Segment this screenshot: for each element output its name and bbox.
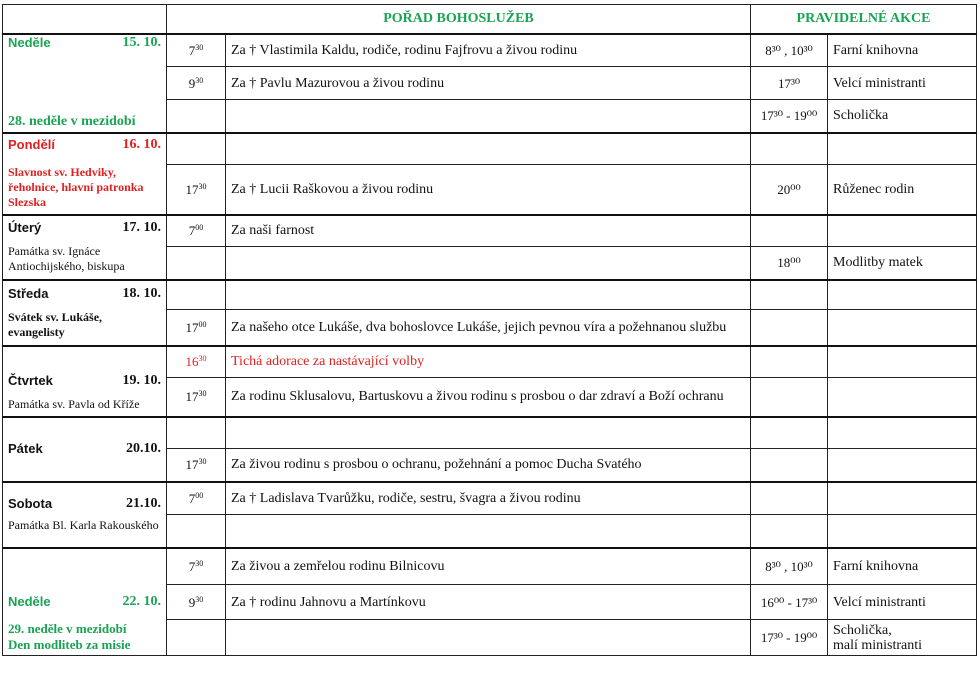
liturgical-title: 28. neděle v mezidobí bbox=[8, 113, 136, 129]
liturgical-title: Památka sv. Pavla od Kříže bbox=[8, 396, 140, 411]
event-name: Velcí ministranti bbox=[828, 585, 977, 620]
event-time-empty bbox=[751, 378, 828, 417]
day-date: 16. 10. bbox=[122, 137, 161, 152]
mass-intention-empty bbox=[226, 620, 751, 656]
mass-time: $9^{30}$ bbox=[167, 67, 226, 100]
mass-time: $17^{30}$ bbox=[167, 165, 226, 215]
event-time-empty bbox=[751, 215, 828, 247]
mass-time: $7^{30}$ bbox=[167, 548, 226, 585]
mass-intention: Za živou rodinu s prosbou o ochranu, požehnání a pomoc Ducha Svatého bbox=[226, 449, 751, 482]
event-time: 17³⁰ bbox=[751, 67, 828, 100]
event-time: 20⁰⁰ bbox=[751, 165, 828, 215]
day-name: Sobota bbox=[8, 496, 53, 511]
event-name-empty bbox=[828, 515, 977, 548]
day-name: Neděle bbox=[8, 34, 51, 50]
event-time: 16⁰⁰ - 17³⁰ bbox=[751, 585, 828, 620]
event-name-empty bbox=[828, 215, 977, 247]
event-time: 17³⁰ - 19⁰⁰ bbox=[751, 620, 828, 656]
mass-intention-empty bbox=[226, 280, 751, 310]
mass-time-empty bbox=[167, 515, 226, 548]
day-name: Čtvrtek bbox=[8, 373, 53, 388]
event-time: 17³⁰ - 19⁰⁰ bbox=[751, 100, 828, 133]
event-time-empty bbox=[751, 133, 828, 165]
day-name: Pondělí bbox=[8, 137, 55, 152]
mass-time-empty bbox=[167, 280, 226, 310]
mass-time-empty bbox=[167, 133, 226, 165]
day-date: 15. 10. bbox=[122, 34, 161, 50]
day-tuesday bbox=[3, 215, 167, 280]
day-sunday-1 bbox=[3, 34, 167, 133]
event-name: Velcí ministranti bbox=[828, 67, 977, 100]
day-name: Pátek bbox=[8, 441, 43, 456]
day-date: 19. 10. bbox=[122, 373, 161, 388]
day-name: Úterý bbox=[8, 220, 42, 235]
event-name-empty bbox=[828, 280, 977, 310]
mass-time-empty bbox=[167, 417, 226, 449]
mass-time: $16^{30}$ bbox=[167, 346, 226, 378]
mass-time: $17^{30}$ bbox=[167, 378, 226, 417]
day-monday bbox=[3, 133, 167, 215]
event-time-empty bbox=[751, 417, 828, 449]
adoration-text: Tichá adorace za nastávající volby bbox=[226, 346, 751, 378]
schedule-page bbox=[2, 4, 977, 656]
event-time-empty bbox=[751, 346, 828, 378]
mass-intention-empty bbox=[226, 100, 751, 133]
mass-intention: Za † Pavlu Mazurovou a živou rodinu bbox=[226, 67, 751, 100]
mass-intention: Za naši farnost bbox=[226, 215, 751, 247]
mass-intention: Za † rodinu Jahnovu a Martínkovu bbox=[226, 585, 751, 620]
liturgical-title: Památka sv. Ignáce Antiochijského, biskupa bbox=[8, 244, 125, 273]
event-name: Farní knihovna bbox=[828, 548, 977, 585]
schedule-table bbox=[2, 4, 977, 656]
event-time-empty bbox=[751, 482, 828, 515]
mass-intention: Za † Lucii Raškovou a živou rodinu bbox=[226, 165, 751, 215]
liturgical-title: Svátek sv. Lukáše, evangelisty bbox=[8, 309, 103, 339]
day-thursday bbox=[3, 346, 167, 417]
mass-time-empty bbox=[167, 247, 226, 280]
event-time-empty bbox=[751, 449, 828, 482]
liturgical-subtitle: Den modliteb za misie bbox=[8, 637, 131, 652]
event-name: Růženec rodin bbox=[828, 165, 977, 215]
mass-time-empty bbox=[167, 100, 226, 133]
mass-time: $17^{00}$ bbox=[167, 310, 226, 346]
day-date: 21.10. bbox=[126, 496, 161, 511]
event-time-empty bbox=[751, 515, 828, 548]
mass-intention-empty bbox=[226, 247, 751, 280]
event-name: Modlitby matek bbox=[828, 247, 977, 280]
day-date: 17. 10. bbox=[122, 220, 161, 235]
event-name: Scholička bbox=[828, 100, 977, 133]
event-name bbox=[828, 620, 977, 656]
event-time: 18⁰⁰ bbox=[751, 247, 828, 280]
event-name-empty bbox=[828, 346, 977, 378]
day-sunday-2 bbox=[3, 548, 167, 656]
mass-intention: Za † Ladislava Tvarůžku, rodiče, sestru, švagra a živou rodinu bbox=[226, 482, 751, 515]
mass-intention: Za našeho otce Lukáše, dva bohoslovce Lukáše, jejich pevnou víra a požehnanou službu bbox=[226, 310, 751, 346]
mass-intention: Za rodinu Sklusalovu, Bartuskovu a živou rodinu s prosbou o dar zdraví a Boží ochranu bbox=[226, 378, 751, 417]
liturgical-title: Slavnost sv. Hedviky, řeholnice, hlavní patronka Slezska bbox=[8, 165, 144, 209]
day-saturday bbox=[3, 482, 167, 548]
event-name-line: malí ministranti bbox=[833, 637, 923, 653]
event-name-empty bbox=[828, 482, 977, 515]
mass-time: $7^{30}$ bbox=[167, 34, 226, 67]
event-name-line: Scholička, bbox=[833, 622, 892, 638]
day-wednesday bbox=[3, 280, 167, 346]
day-date: 22. 10. bbox=[122, 593, 161, 609]
event-time-empty bbox=[751, 310, 828, 346]
event-name: Farní knihovna bbox=[828, 34, 977, 67]
mass-time: $7^{00}$ bbox=[167, 215, 226, 247]
mass-intention: Za živou a zemřelou rodinu Bilnicovu bbox=[226, 548, 751, 585]
mass-time-empty bbox=[167, 620, 226, 656]
event-name-empty bbox=[828, 378, 977, 417]
day-friday bbox=[3, 417, 167, 482]
mass-intention-empty bbox=[226, 515, 751, 548]
event-time-empty bbox=[751, 280, 828, 310]
liturgical-title-block bbox=[8, 621, 130, 653]
day-name: Neděle bbox=[8, 593, 51, 609]
mass-intention-empty bbox=[226, 417, 751, 449]
event-time: 8³⁰ , 10³⁰ bbox=[751, 548, 828, 585]
event-name-empty bbox=[828, 310, 977, 346]
event-name-empty bbox=[828, 449, 977, 482]
liturgical-title: Památka Bl. Karla Rakouského bbox=[8, 518, 159, 532]
day-date: 18. 10. bbox=[122, 285, 161, 301]
header-blank-cell bbox=[3, 5, 167, 34]
mass-time: $7^{00}$ bbox=[167, 482, 226, 515]
mass-time: $17^{30}$ bbox=[167, 449, 226, 482]
day-name: Středa bbox=[8, 285, 49, 301]
event-time: 8³⁰ , 10³⁰ bbox=[751, 34, 828, 67]
event-name-empty bbox=[828, 417, 977, 449]
services-header: POŘAD BOHOSLUŽEB bbox=[167, 5, 751, 34]
mass-intention: Za † Vlastimila Kaldu, rodiče, rodinu Fajfrovu a živou rodinu bbox=[226, 34, 751, 67]
mass-intention-empty bbox=[226, 133, 751, 165]
liturgical-title: 29. neděle v mezidobí bbox=[8, 621, 127, 636]
mass-time: $9^{30}$ bbox=[167, 585, 226, 620]
event-name-empty bbox=[828, 133, 977, 165]
day-date: 20.10. bbox=[126, 441, 161, 456]
regular-events-header: PRAVIDELNÉ AKCE bbox=[751, 5, 977, 34]
